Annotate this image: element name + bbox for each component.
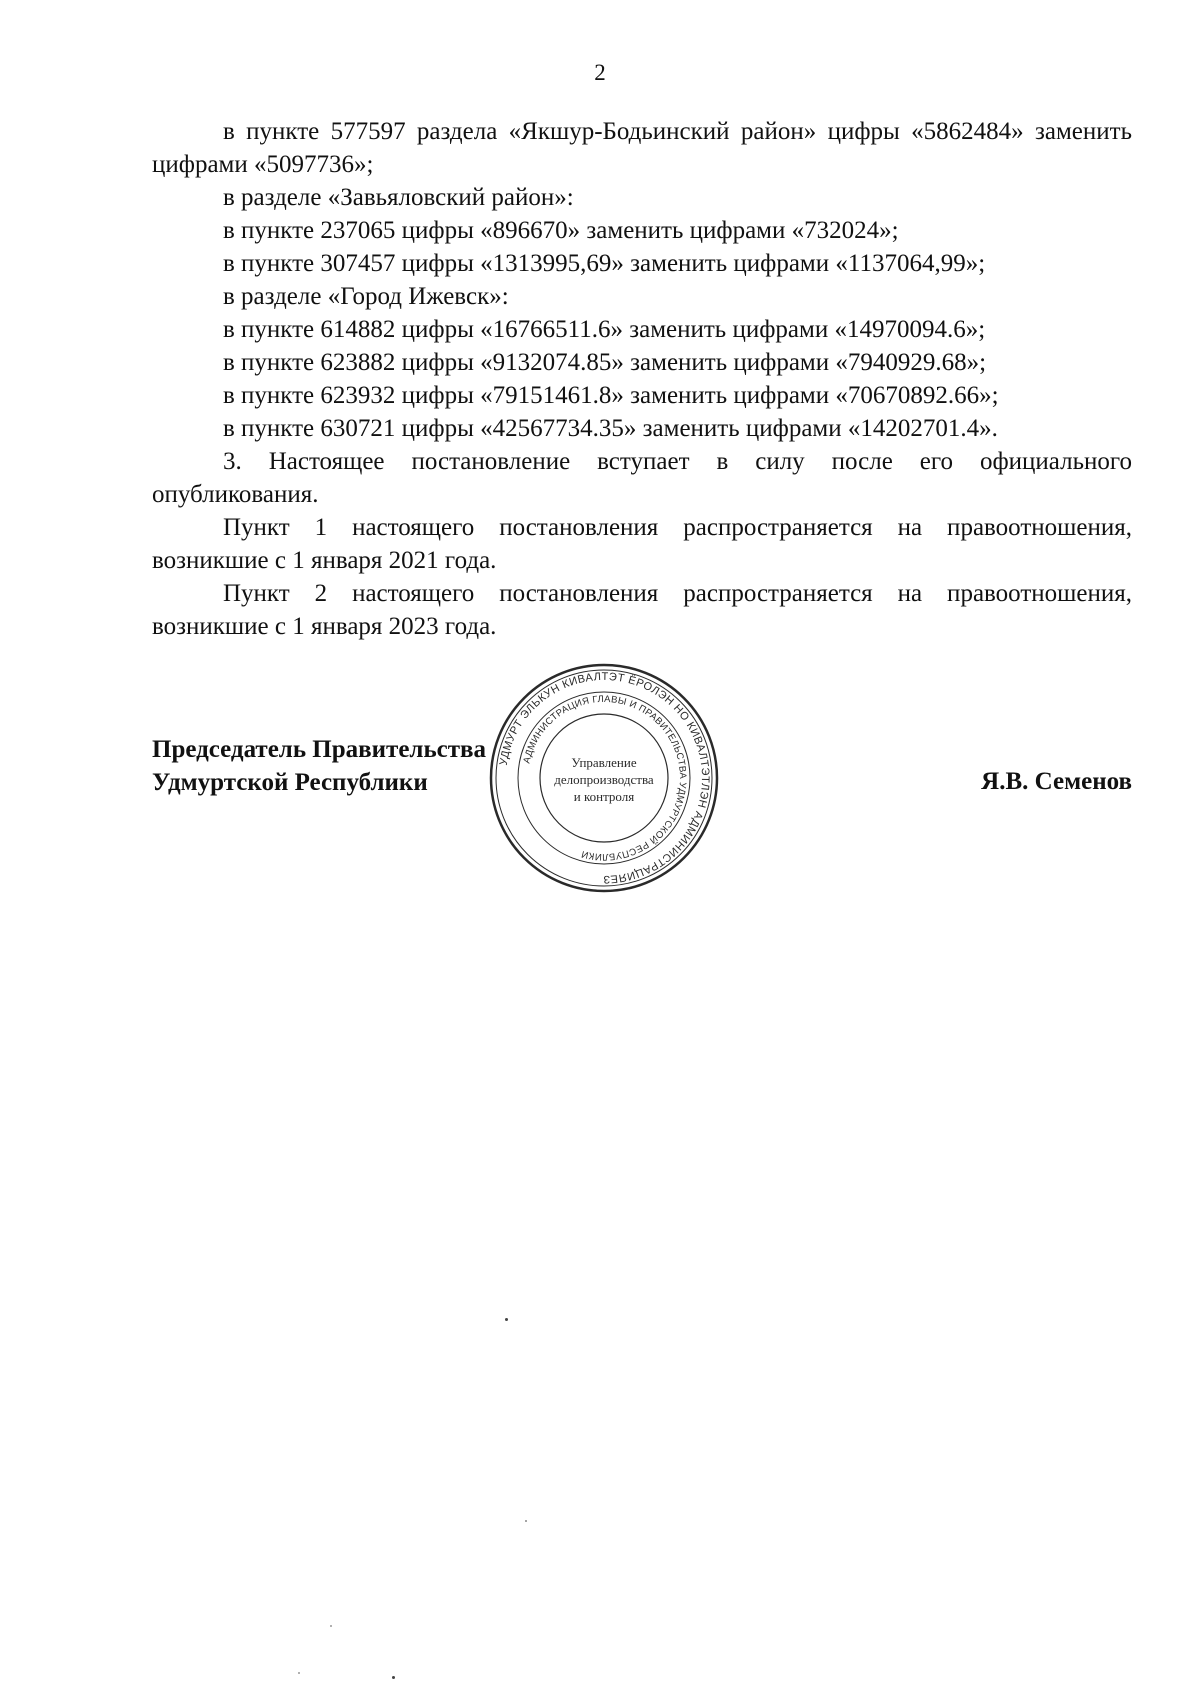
signatory-name: Я.В. Семенов <box>981 768 1132 795</box>
seal-graphic <box>488 662 720 894</box>
paragraph: в пункте 623932 цифры «79151461.8» заменить цифрами «70670892.66»; <box>223 382 999 409</box>
paragraph: в разделе «Город Ижевск»: <box>223 283 509 310</box>
scan-speck <box>330 1625 332 1627</box>
paragraph: в пункте 307457 цифры «1313995,69» заменить цифрами «1137064,99»; <box>223 250 986 277</box>
signatory-position <box>152 733 486 799</box>
scan-speck <box>392 1676 395 1679</box>
paragraph: в пункте 630721 цифры «42567734.35» заменить цифрами «14202701.4». <box>223 415 998 442</box>
paragraph: в пункте 577597 раздела «Якшур-Бодьинский район» цифры «5862484» заменить цифрами «5097736»; <box>152 118 1132 178</box>
seal-center-line2: делопроизводства <box>554 772 654 787</box>
signatory-position-line1: Председатель Правительства <box>152 736 487 763</box>
paragraph: Пункт 2 настоящего постановления распространяется на правоотношения, возникшие с 1 января 2023 года. <box>152 580 1132 640</box>
paragraph: в пункте 623882 цифры «9132074.85» заменить цифрами «7940929.68»; <box>223 349 987 376</box>
paragraph: в пункте 614882 цифры «16766511.6» заменить цифрами «14970094.6»; <box>223 316 986 343</box>
seal-center-line1: Управление <box>571 755 637 770</box>
seal-outer-text: УДМУРТ ЭЛЬКУН КИВАЛТЭТ ЁРОЛЭН НО КИВАЛТЭТЛЭН АДМИНИСТРАЦИЯЕЗ <box>497 670 712 886</box>
scan-speck <box>298 1672 300 1674</box>
paragraph: Пункт 1 настоящего постановления распространяется на правоотношения, возникшие с 1 января 2021 года. <box>152 514 1132 574</box>
seal-center-line3: и контроля <box>573 789 635 804</box>
paragraph: 3. Настоящее постановление вступает в силу после его официального опубликования. <box>152 448 1132 508</box>
paragraph: в пункте 237065 цифры «896670» заменить цифрами «732024»; <box>223 217 899 244</box>
scan-speck <box>505 1318 508 1321</box>
signatory-position-line2: Удмуртской Республики <box>152 769 428 796</box>
page-number: 2 <box>594 60 606 85</box>
document-body <box>152 115 1132 643</box>
scan-speck <box>525 1520 527 1522</box>
paragraph: в разделе «Завьяловский район»: <box>223 184 574 211</box>
official-seal <box>488 662 720 894</box>
seal-inner-text: АДМИНИСТРАЦИЯ ГЛАВЫ И ПРАВИТЕЛЬСТВА УДМУРТСКОЙ РЕСПУБЛИКИ <box>521 693 689 863</box>
